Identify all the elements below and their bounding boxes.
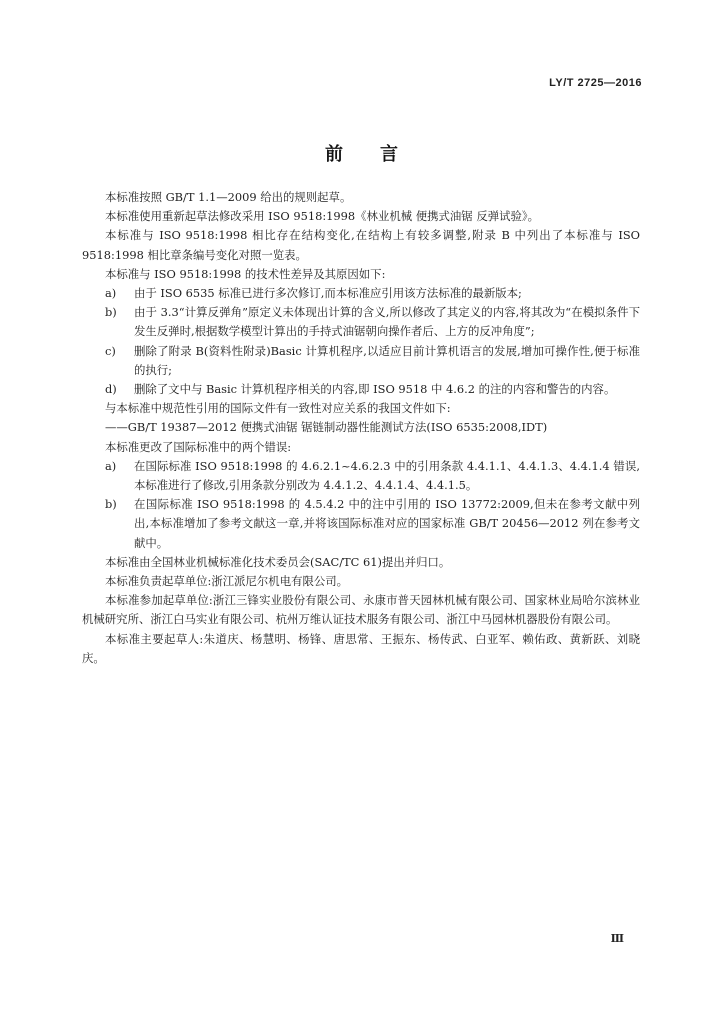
list-item	[82, 495, 640, 553]
list-marker: b)	[105, 497, 117, 512]
list-marker: c)	[105, 343, 116, 358]
list-item	[82, 303, 640, 341]
paragraph-responsible-drafter: 本标准负责起草单位:浙江派尼尔机电有限公司。	[105, 574, 349, 589]
list-marker: a)	[105, 286, 117, 301]
referenced-standard-item: ——GB/T 19387—2012 便携式油锯 锯链制动器性能测试方法(ISO 6535:2008,IDT)	[105, 420, 548, 435]
list-marker: d)	[105, 382, 117, 397]
page-number: Ⅲ	[610, 932, 624, 945]
list-item-text: 由于 3.3“计算反弹角”原定义未体现出计算的含义,所以修改了其定义的内容,将其改为“在模拟条件下发生反弹时,根据数学模型计算出的手持式油锯朝向操作者后、上方的反冲角度”;	[134, 305, 640, 339]
title-char-1: 前	[325, 144, 344, 165]
paragraph-proposer: 本标准由全国林业机械标准化技术委员会(SAC/TC 61)提出并归口。	[105, 554, 451, 569]
page-title	[0, 140, 724, 166]
list-item-text: 由于 ISO 6535 标准已进行多次修订,而本标准应引用该方法标准的最新版本;	[134, 286, 522, 301]
list-item-text: 在国际标准 ISO 9518:1998 的 4.6.2.1~4.6.2.3 中的引用条款 4.4.1.1、4.4.1.3、4.4.1.4 错误,本标准进行了修改,引用条款分别改为 4.4.1.2、4.4.1.4、4.4.1.5。	[134, 458, 640, 493]
list-item	[82, 457, 640, 495]
title-char-2: 言	[380, 144, 399, 165]
list-marker: b)	[105, 305, 117, 320]
paragraph-structure-change: 本标准与 ISO 9518:1998 相比存在结构变化,在结构上有较多调整,附录 B 中列出了本标准与 ISO 9518:1998 相比章条编号变化对照一览表。	[82, 228, 640, 262]
paragraph-errors-corrected: 本标准更改了国际标准中的两个错误:	[105, 439, 292, 454]
list-item	[82, 284, 640, 303]
list-item	[82, 380, 640, 399]
paragraph-corresponding-documents: 与本标准中规范性引用的国际文件有一致性对应关系的我国文件如下:	[105, 401, 451, 416]
list-item-text: 删除了文中与 Basic 计算机程序相关的内容,即 ISO 9518 中 4.6.2 的注的内容和警告的内容。	[134, 382, 616, 397]
paragraph-participating-drafters: 本标准参加起草单位:浙江三锋实业股份有限公司、永康市普天园林机械有限公司、国家林业局哈尔滨林业机械研究所、浙江白马实业有限公司、杭州万维认证技术服务有限公司、浙江中马园林机器股份有限公司。	[82, 593, 640, 627]
list-marker: a)	[105, 458, 117, 473]
list-item-text: 在国际标准 ISO 9518:1998 的 4.5.4.2 中的注中引用的 ISO 13772:2009,但未在参考文献中列出,本标准增加了参考文献这一章,并将该国际标准对应的国家标准 GB/T 20456—2012 列在参考文献中。	[134, 497, 640, 550]
foreword-body	[82, 188, 640, 668]
standard-code: LY/T 2725—2016	[549, 77, 642, 89]
paragraph-adoption: 本标准使用重新起草法修改采用 ISO 9518:1998《林业机械 便携式油锯 反弹试验》。	[105, 209, 539, 224]
paragraph-drafting-rules: 本标准按照 GB/T 1.1—2009 给出的规则起草。	[105, 190, 352, 204]
paragraph-main-drafters: 本标准主要起草人:朱道庆、杨慧明、杨锋、唐思常、王振东、杨传武、白亚军、赖佑政、黄新跃、刘晓庆。	[82, 631, 640, 665]
paragraph-technical-differences: 本标准与 ISO 9518:1998 的技术性差异及其原因如下:	[105, 266, 386, 281]
list-item-text: 删除了附录 B(资料性附录)Basic 计算机程序,以适应目前计算机语言的发展,增加可操作性,便于标准的执行;	[134, 343, 640, 377]
list-item	[82, 342, 640, 380]
